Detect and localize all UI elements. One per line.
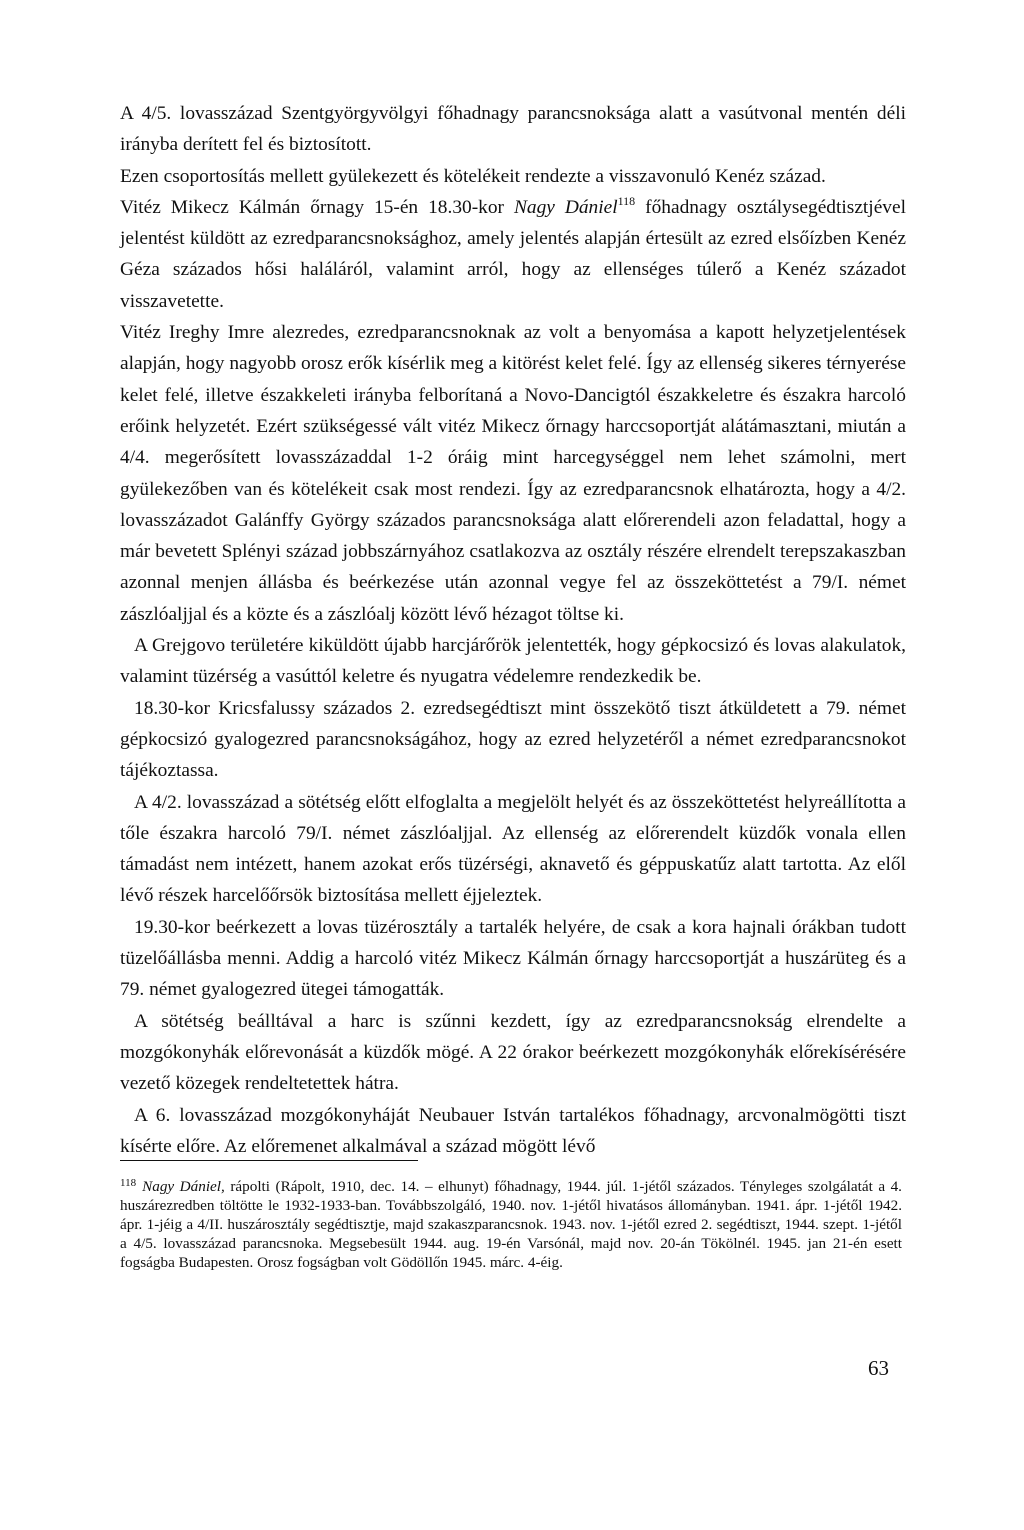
main-text <box>120 98 906 1162</box>
page-number: 63 <box>868 1356 889 1380</box>
paragraph-8: 19.30-kor beérkezett a lovas tüzérosztály a tartalék helyére, de csak a kora hajnali órákban tudott tüzelőállásba menni. Addig a harcoló vitéz Mikecz Kálmán őrnagy harccsoportját a huszárüteg és a 79. német gyalogezred ütegei támogatták. <box>120 916 906 1001</box>
paragraph-6: 18.30-kor Kricsfalussy százados 2. ezredsegédtiszt mint összekötő tiszt átküldetett a 79. német gépkocsizó gyalogezred parancsnokságához, hogy az ezred helyzetéről a német ezredparancsnokot tájékoztassa. <box>120 697 906 782</box>
paragraph-5: A Grejgovo területére kiküldött újabb harcjárőrök jelentették, hogy gépkocsizó és lovas alakulatok, valamint tüzérség a vasúttól keletre és nyugatra védelemre rendezkedik be. <box>120 635 906 688</box>
paragraph-7: A 4/2. lovasszázad a sötétség előtt elfoglalta a megjelölt helyét és az összeköttetést helyreállította a tőle északra harcoló 79/I. német zászlóaljjal. Az ellenség az előrerendelt küzdők vonala ellen támadást nem intézett, hanem azokat erős tüzérségi, aknavető és géppuskatűz alatt tartotta. Az elől lévő részek harcelőőrsök biztosítása mellett éjjeleztek. <box>120 791 906 907</box>
paragraph-10: A 6. lovasszázad mozgókonyháját Neubauer István tartalékos főhadnagy, arcvonalmögötti tiszt kísérte előre. Az előremenet alkalmával a század mögött lévő <box>120 1104 906 1157</box>
paragraph-1: A 4/5. lovasszázad Szentgyörgyvölgyi főhadnagy parancsnoksága alatt a vasútvonal mentén déli irányba derített fel és biztosított. <box>120 103 906 156</box>
footnote-reference[interactable]: 118 <box>617 193 636 208</box>
paragraph-9: A sötétség beálltával a harc is szűnni kezdett, így az ezredparancsnokság elrendelte a mozgókonyhák előrevonását a küzdők mögé. A 22 órakor beérkezett mozgókonyhák előrekísérésére vezető közegek rendeltetettek hátra. <box>120 1010 906 1095</box>
paragraph-3-end: főhadnagy osztálysegédtisztjével jelentést küldött az ezredparancsnoksághoz, amely jelentés alapján értesült az ezred elsőízben Kenéz Géza százados hősi haláláról, valamint arról, hogy az ellenséges túlerő a Kenéz századot visszavetette. <box>120 196 906 312</box>
paragraph-2: Ezen csoportosítás mellett gyülekezett és kötelékeit rendezte a visszavonuló Kenéz század. <box>120 165 826 187</box>
person-name: Nagy Dániel <box>513 196 618 218</box>
paragraph-3-start: Vitéz Mikecz Kálmán őrnagy 15-én 18.30-kor <box>120 196 514 218</box>
footnote-marker: 118 <box>120 1177 137 1189</box>
footnote-person-name: Nagy Dániel, <box>142 1178 225 1195</box>
paragraph-3 <box>120 192 906 317</box>
paragraph-4: Vitéz Ireghy Imre alezredes, ezredparancsnoknak az volt a benyomása a kapott helyzetjelentések alapján, hogy nagyobb orosz erők kísérlik meg a kitörést kelet felé. Így az ellenség sikeres térnyerése kelet felé, illetve északkeleti irányba felborítaná a Novo-Dancigtól északkeletre és északra harcoló erőink helyzetét. Ezért szükségessé vált vitéz Mikecz őrnagy harccsoportját alátámasztani, miután a 4/4. megerősített lovasszázaddal 1-2 óráig mint harcegységgel nem lehet számolni, mert gyülekezőben van és kötelékeit csak most rendezi. Így az ezredparancsnok elhatározta, hogy a 4/2. lovasszázadot Galánffy György százados parancsnoksága alatt előrerendeli azon feladattal, hogy a már bevetett Splényi század jobbszárnyához csatlakozva az osztály részére elrendelt terepszakaszban azonnal menjen állásba és beérkezése után azonnal vegye fel az összeköttetést a 79/I. német zászlóaljjal és a közte és a zászlóalj között lévő hézagot töltse ki. <box>120 322 906 625</box>
footnote <box>120 1174 902 1272</box>
footnote-divider <box>120 1160 418 1161</box>
footnote-text: rápolti (Rápolt, 1910, dec. 14. – elhunyt) főhadnagy, 1944. júl. 1-jétől százados. Tényleges szolgálatát a 4. huszárezredben töltötte le 1932-1933-ban. Továbbszolgáló, 1940. nov. 1-jétől hivatásos állományban. 1941. ápr. 1-jétől 1942. ápr. 1-jéig a 4/II. huszárosztály segédtisztje, majd szakaszparancsnok. 1943. nov. 1-jétől ezred 2. segédtiszt, 1944. szept. 1-jétől a 4/5. lovasszázad parancsnoka. Megsebesült 1944. aug. 19-én Varsónál, majd nov. 20-án Tökölnél. 1945. jan 21-én esett fogságba Budapesten. Orosz fogságban volt Gödöllőn 1945. márc. 4-éig. <box>120 1178 902 1271</box>
